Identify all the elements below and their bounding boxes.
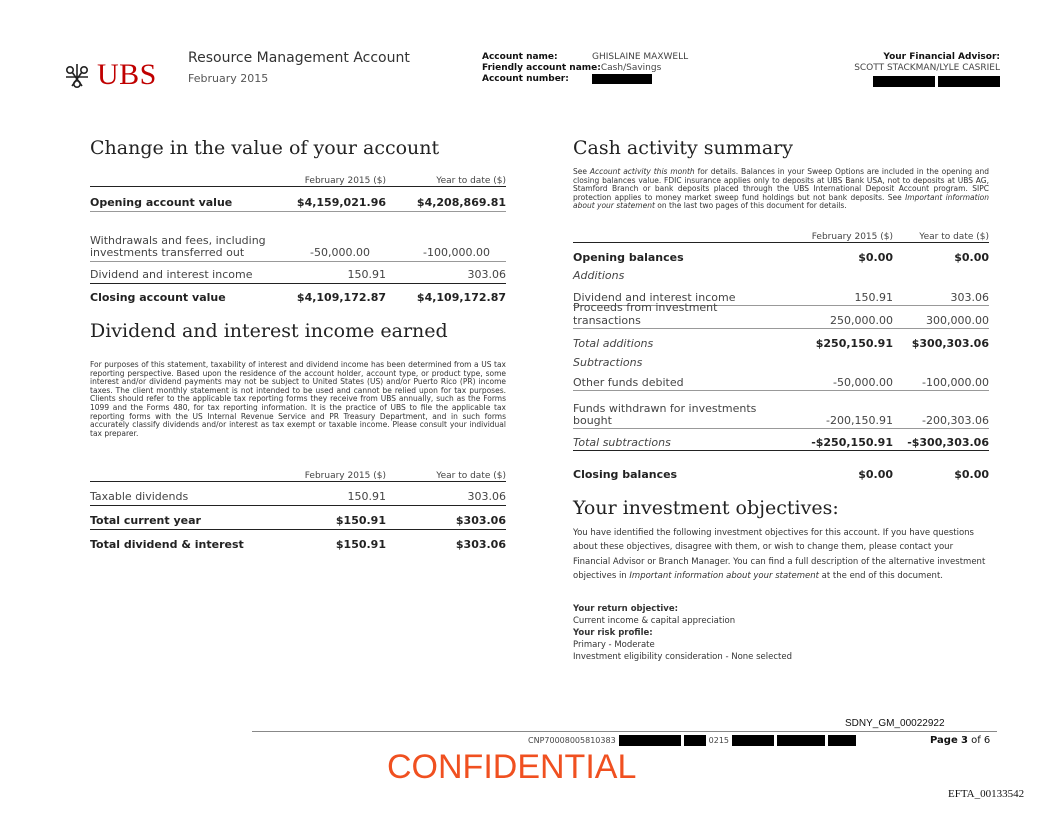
cnp-code: CNP70008005810383: [528, 736, 616, 745]
redaction-account-number: [592, 74, 652, 84]
col-header-feb: February 2015 ($): [304, 176, 386, 186]
statement-period: February 2015: [188, 72, 269, 85]
ubs-keys-logo-icon: [62, 62, 92, 92]
dividend-table: [90, 463, 506, 553]
col-header-feb: February 2015 ($): [304, 471, 386, 481]
table-row: Opening account value $4,159,021.96 $4,208,869.81: [90, 187, 506, 212]
redaction-footer-3: [732, 735, 774, 746]
table-row: Withdrawals and fees, including investments transferred out -50,000.00 -100,000.00: [90, 212, 506, 262]
advisor-label: Your Financial Advisor:: [883, 52, 1000, 62]
table-row: Closing balances $0.00 $0.00: [573, 468, 989, 481]
table-row: Total subtractions -$250,150.91 -$300,303.06: [573, 429, 989, 451]
redaction-footer-5: [828, 735, 856, 746]
dividend-heading: Dividend and interest income earned: [90, 320, 448, 342]
table-row: Dividend and interest income 150.91 303.06: [90, 262, 506, 284]
period-code: 0215: [708, 736, 730, 745]
return-objective-label: Your return objective:: [573, 604, 679, 614]
change-value-table: [90, 168, 506, 306]
tax-disclaimer: For purposes of this statement, taxability of interest and dividend income has been determined from a US tax reporting perspective. Based upon the residence of the account holder, account type, or product type, some interest and/or dividend payments may not be subject to United States (US) and/or Puerto Rico (PR) income taxes. The client monthly statement is not intended to be used and cannot be relied upon for tax purposes. Clients should refer to the applicable tax reporting forms they receive from UBS annually, such as the Forms 1099 and the Forms 480, for tax reporting information. It is the practice of UBS to file the applicable tax reporting forms with the US Internal Revenue Service and PR Treasury Department, and in such forms accurately classify dividends and/or interest as tax exempt or taxable income. Please consult your individual tax preparer.: [90, 360, 506, 438]
objectives-details: [573, 603, 989, 663]
ubs-logo-text: UBS: [97, 58, 157, 91]
advisor-value: SCOTT STACKMAN/LYLE CASRIEL: [854, 63, 1000, 73]
friendly-name-value: Cash/Savings: [600, 63, 662, 73]
col-header-ytd: Year to date ($): [436, 471, 506, 481]
statement-title: Resource Management Account: [188, 50, 410, 66]
additions-label: Additions: [573, 269, 625, 282]
eligibility-text: Investment eligibility consideration - None selected: [573, 652, 792, 662]
redaction-footer-2: [684, 735, 706, 746]
page-number: Page 3 of 6: [930, 735, 991, 746]
redaction-footer-4: [777, 735, 825, 746]
redaction-advisor-2: [938, 76, 1000, 87]
col-header-ytd: Year to date ($): [436, 176, 506, 186]
friendly-name-label: Friendly account name:: [482, 63, 601, 73]
footer-codes: [528, 735, 856, 746]
cash-note: See Account activity this month for details. Balances in your Sweep Options are included in the opening and closing balances value. FDIC insurance applies only to deposits at UBS Bank USA, not to deposits at UBS AG, Stamford Branch or bank deposits placed through the UBS International Deposit Account program. SIPC protection applies to money market sweep fund holdings but not bank deposits. See Important information about your statement on the last two pages of this document for details.: [573, 167, 990, 211]
table-row: Other funds debited -50,000.00 -100,000.00: [573, 369, 989, 391]
confidential-stamp: CONFIDENTIAL: [387, 748, 637, 786]
change-value-heading: Change in the value of your account: [90, 137, 440, 159]
redaction-advisor-1: [873, 76, 935, 87]
financial-advisor: [854, 52, 1000, 87]
col-header-ytd: Year to date ($): [919, 232, 989, 242]
objectives-paragraph: You have identified the following investment objectives for this account. If you have questions about these objectives, disagree with them, or wish to change them, please contact your Financial Advisor or Branch Manager. You can find a full description of the alternative investment objectives in Important information about your statement at the end of this document.: [573, 528, 986, 582]
account-number-label: Account number:: [482, 74, 569, 84]
account-name-label: Account name:: [482, 52, 558, 62]
cash-activity-table: [573, 226, 989, 482]
col-header-feb: February 2015 ($): [811, 232, 893, 242]
table-row: Total additions $250,150.91 $300,303.06: [573, 337, 989, 350]
table-row: Proceeds from investment transactions 250,000.00 300,000.00: [573, 301, 989, 327]
risk-profile-value: Primary - Moderate: [573, 640, 655, 650]
return-objective-value: Current income & capital appreciation: [573, 616, 736, 626]
bates-number: SDNY_GM_00022922: [845, 718, 945, 729]
table-row: Total current year $150.91 $303.06: [90, 506, 506, 530]
table-row: Taxable dividends 150.91 303.06: [90, 482, 506, 506]
redaction-footer-1: [619, 735, 681, 746]
table-row: Closing account value $4,109,172.87 $4,109,172.87: [90, 291, 506, 304]
table-row: Funds withdrawn for investments bought -200,150.91 -200,303.06: [573, 391, 989, 429]
footer-divider: [252, 731, 997, 732]
cash-activity-heading: Cash activity summary: [573, 137, 793, 159]
table-row: Opening balances $0.00 $0.00: [573, 251, 989, 264]
account-info: [482, 52, 688, 85]
table-row: Dividend and interest income 150.91 303.06: [573, 282, 989, 306]
subtractions-label: Subtractions: [573, 356, 643, 369]
objectives-heading: Your investment objectives:: [573, 497, 839, 519]
efta-number: EFTA_00133542: [948, 788, 1025, 800]
account-name-value: GHISLAINE MAXWELL: [592, 52, 689, 62]
table-row: Total dividend & interest $150.91 $303.06: [90, 538, 506, 551]
risk-profile-label: Your risk profile:: [573, 628, 653, 638]
